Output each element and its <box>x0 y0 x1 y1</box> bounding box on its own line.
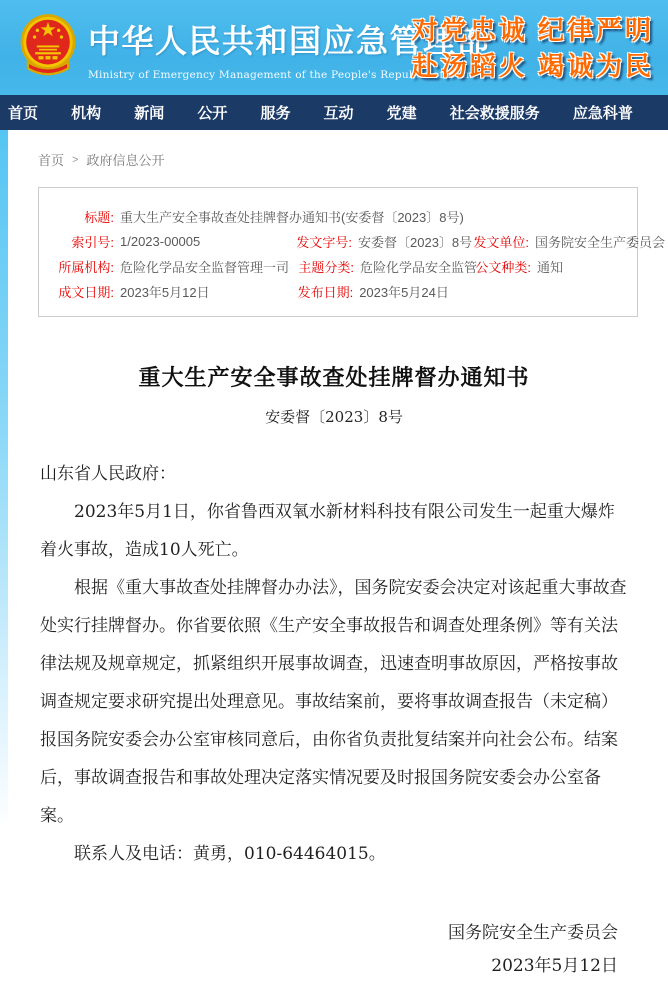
meta-label-written-date: 成文日期: <box>58 285 114 300</box>
breadcrumb-separator: > <box>72 153 79 166</box>
slogan-line-1: 对党忠诚 纪律严明 <box>411 15 654 45</box>
document-title: 重大生产安全事故查处挂牌督办通知书 <box>138 365 530 391</box>
meta-label-doc-type: 公文种类: <box>475 260 531 275</box>
meta-label-department: 所属机构: <box>58 260 114 275</box>
nav-item-orgs[interactable]: 机构 <box>71 105 102 122</box>
meta-label-issuing-unit: 发文单位: <box>473 235 529 250</box>
meta-value-written-date: 2023年5月12日 <box>120 285 210 300</box>
breadcrumb-home-link[interactable]: 首页 <box>38 153 65 168</box>
meta-value-issuing-unit: 国务院安全生产委员会 <box>535 235 666 250</box>
nav-item-disclosure[interactable]: 公开 <box>197 105 228 122</box>
meta-value-department: 危险化学品安全监督管理一司 <box>120 260 290 275</box>
slogan-line-2: 赴汤蹈火 竭诚为民 <box>411 51 654 81</box>
meta-row-2 <box>39 254 637 279</box>
document-content <box>0 361 668 983</box>
meta-value-doc-type: 通知 <box>537 260 564 275</box>
nav-item-interaction[interactable]: 互动 <box>323 105 354 122</box>
meta-row-title <box>39 204 637 229</box>
document-paragraph-1: 2023年5月1日，你省鲁西双氧水新材料科技有限公司发生一起重大爆炸着火事故，造成10人死亡。 <box>40 502 615 560</box>
nav-item-party[interactable]: 党建 <box>386 105 417 122</box>
signature-date: 2023年5月12日 <box>491 956 618 976</box>
document-salutation: 山东省人民政府： <box>40 464 176 484</box>
meta-value-doc-number: 安委督〔2023〕8号 <box>358 235 473 250</box>
meta-label-publish-date: 发布日期: <box>297 285 354 300</box>
meta-label-topic-category: 主题分类: <box>298 260 354 275</box>
left-decorative-stripe <box>0 130 8 825</box>
meta-value-topic-category: 危险化学品安全监管 <box>360 260 478 275</box>
meta-value-publish-date: 2023年5月24日 <box>359 285 449 300</box>
document-body <box>40 455 630 873</box>
breadcrumb <box>38 150 668 169</box>
meta-label-title: 标题: <box>84 210 114 225</box>
meta-value-index-number: 1/2023-00005 <box>120 234 201 249</box>
meta-label-doc-number: 发文字号: <box>296 235 352 250</box>
signature-issuer: 国务院安全生产委员会 <box>448 923 618 943</box>
site-title: 中华人民共和国应急管理部 <box>88 23 491 59</box>
nav-item-news[interactable]: 新闻 <box>134 105 165 122</box>
nav-item-home[interactable]: 首页 <box>8 105 39 122</box>
document-number: 安委督〔2023〕8号 <box>265 408 403 426</box>
document-metadata-box <box>38 187 666 317</box>
main-nav <box>0 95 668 130</box>
site-title-english: Ministry of Emergency Management of the People's Republic of China <box>88 69 480 81</box>
meta-label-index-number: 索引号: <box>71 235 114 250</box>
site-header <box>0 0 668 95</box>
breadcrumb-current: 政府信息公开 <box>86 153 165 168</box>
document-paragraph-2: 根据《重大事故查处挂牌督办办法》，国务院安委会决定对该起重大事故查处实行挂牌督办。你省要依照《生产安全事故报告和调查处理条例》等有关法律法规及规章规定，抓紧组织开展事故调查，迅速查明事故原因，严格按事故调查规定要求研究提出处理意见。事故结案前，要将事故调查报告（未定稿）报国务院安委会办公室审核同意后，由你省负责批复结案并向社会公布。结案后，事故调查报告和事故处理决定落实情况要及时报国务院安委会办公室备案。 <box>40 578 627 826</box>
document-contact-line: 联系人及电话：黄勇，010-64464015。 <box>74 844 386 864</box>
signature-block <box>0 917 618 983</box>
nav-item-emergency-science[interactable]: 应急科普 <box>572 105 633 122</box>
nav-item-services[interactable]: 服务 <box>260 105 291 122</box>
meta-row-3 <box>39 279 637 304</box>
meta-row-1 <box>39 229 666 254</box>
meta-value-title: 重大生产安全事故查处挂牌督办通知书(安委督〔2023〕8号) <box>120 210 464 225</box>
national-emblem-icon <box>20 13 76 84</box>
nav-item-social-rescue[interactable]: 社会救援服务 <box>449 105 540 122</box>
slogan-banner <box>412 12 654 84</box>
